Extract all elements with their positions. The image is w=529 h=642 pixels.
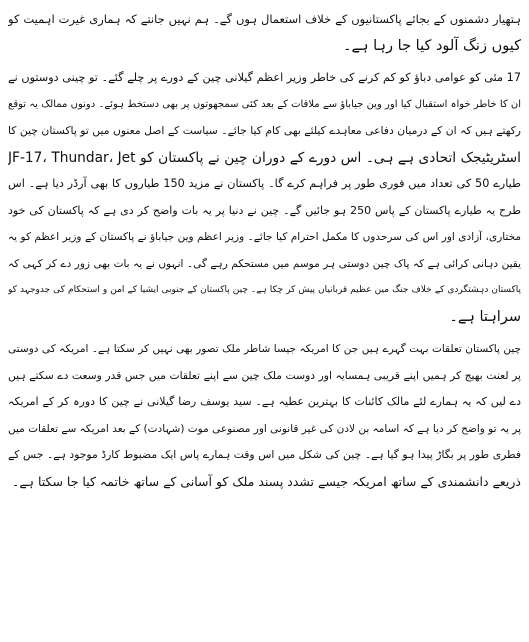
text-line: 17 مئی کو عوامی دباؤ کو کم کرنے کی خاطر وزیر اعظم گیلانی چین کے دورے پر چلے گئے۔ تو چینی دوستوں نے xyxy=(8,71,521,84)
text-line: طیارے 50 کی تعداد میں فوری طور پر فراہم کرے گا۔ پاکستان نے مزید 150 طیاروں کا بھی آرڈر دیا ہے۔ اس xyxy=(8,177,521,190)
paragraph xyxy=(8,65,521,330)
text-line: پاکستان دہشتگردی کے خلاف جنگ میں عظیم قربانیاں پیش کر چکا ہے۔ چین پاکستان کے جنوبی ایشیا کے امن و استحکام کی جدوجہد کو xyxy=(8,285,521,295)
text-line: مختاری، آزادی اور اس کی سرحدوں کا مکمل احترام کیا جائے۔ وزیر اعظم وین جیاباؤ نے پاکستان کے وزیر اعظم کو یہ xyxy=(8,231,521,243)
text-line: سراہتا ہے۔ xyxy=(449,308,521,325)
text-line: کیوں زنگ آلود کیا جا رہا ہے۔ xyxy=(343,37,521,54)
text-line: رکھتے ہیں کہ ان کے درمیان دفاعی معاہدے کیلئے بھی کام کیا جائے۔ سیاست کے اصل معنوں میں تو پاکستان چین کا xyxy=(8,124,521,137)
text-line: چین پاکستان تعلقات بہت گہرے ہیں جن کا امریکہ جیسا شاطر ملک تصور بھی نہیں کر سکتا ہے۔ امریکہ کی دوستی xyxy=(8,343,521,355)
text-line: دے لیں کہ یہ ہمارے لئے مالک کائنات کا بہترین عطیہ ہے۔ سید یوسف رضا گیلانی نے چین کا دورہ کر کے امریکہ xyxy=(8,395,521,408)
paragraph xyxy=(8,336,521,495)
text-line: پر لعنت بھیج کر ہمیں اپنے قریبی ہمسایہ اور دوست ملک چین سے اپنے تعلقات میں جس قدر وسعت دے سکتے ہیں xyxy=(8,368,521,382)
text-line: پر یہ تو واضح کر دیا ہے کہ اسامہ بن لادن کی غیر قانونی اور مصنوعی موت (شہادت) کے بعد امریکہ سے تعلقات میں xyxy=(8,422,521,435)
text-line: ذریعے دانشمندی کے ساتھ امریکہ جیسے تشدد پسند ملک کو آسانی کے ساتھ خاتمہ کیا جا سکتا ہے۔ xyxy=(12,473,521,489)
text-line: فطری طور پر بگاڑ پیدا ہو گیا ہے۔ چین کی شکل میں اس وقت ہمارے پاس ایک مضبوط کارڈ موجود ہے۔ جس کے xyxy=(8,448,521,461)
paragraph xyxy=(8,6,521,59)
text-line: طرح یہ طیارے پاکستان کے پاس 250 ہو جائیں گے۔ چین نے دنیا پر یہ بات واضح کر دی ہے کہ پاکستان کی خود xyxy=(8,203,521,217)
text-line: ان کا خاطر خواہ استقبال کیا اور وین جیاباؤ سے ملاقات کے بعد کئی سمجھوتوں پر بھی دستخط ہوئے۔ دونوں ممالک یہ توقع xyxy=(8,98,521,110)
text-line: ہتھیار دشمنوں کے بجائے پاکستانیوں کے خلاف استعمال ہوں گے۔ ہم نہیں جانتے کہ ہماری غیرت اہمیت کو xyxy=(8,12,521,26)
article-body xyxy=(8,6,521,495)
text-line: یقین دہانی کرائی ہے کہ پاک چین دوستی ہر موسم میں مستحکم رہے گی۔ انہوں نے یہ بات بھی زور دے کر کہی کہ xyxy=(8,257,521,270)
text-line: اسٹریٹیجک اتحادی ہے ہی۔ اس دورے کے دوران چین نے پاکستان کو JF-17، Thundar، Jet xyxy=(8,149,521,166)
